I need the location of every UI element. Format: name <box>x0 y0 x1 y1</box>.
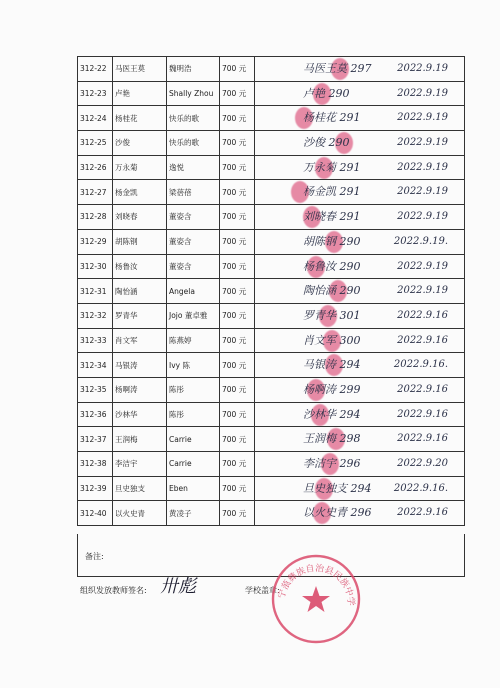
student-signature: 杨金凯 291 <box>303 185 361 199</box>
receipt-date: 2022.9.20 <box>397 458 448 469</box>
amount: 700 元 <box>220 303 255 328</box>
student-signature: 杨啊涛 299 <box>303 382 361 396</box>
signature-cell <box>255 427 465 452</box>
amount: 700 元 <box>220 254 255 279</box>
student-name: 万永菊 <box>113 155 167 180</box>
donor-name: 董姿含 <box>167 229 220 254</box>
receipt-date: 2022.9.16 <box>397 309 448 321</box>
donor-name: 董姿含 <box>167 205 220 230</box>
amount: 700 元 <box>220 377 255 402</box>
signature-cell <box>255 303 465 328</box>
signature-cell <box>255 501 465 526</box>
amount: 700 元 <box>220 180 255 205</box>
student-name: 肖文军 <box>113 328 167 353</box>
student-number: 312-37 <box>78 427 113 452</box>
teacher-signature-label: 组织发放教师签名: <box>80 586 147 595</box>
signature-cell <box>255 377 465 402</box>
receipt-date: 2022.9.16 <box>397 334 448 346</box>
amount: 700 元 <box>220 402 255 427</box>
student-number: 312-24 <box>78 106 113 131</box>
donor-name: Jojo 董卓雅 <box>167 303 220 328</box>
student-name: 刘晓春 <box>113 205 167 230</box>
student-number: 312-34 <box>78 353 113 378</box>
receipt-date: 2022.9.19. <box>393 235 448 247</box>
student-number: 312-33 <box>78 328 113 353</box>
table-row <box>78 476 465 501</box>
signature-cell <box>255 229 465 254</box>
donor-name: 快乐的歌 <box>167 131 220 156</box>
student-name: 沙俊 <box>113 131 167 156</box>
student-number: 312-39 <box>78 476 113 501</box>
signature-cell <box>255 254 465 279</box>
student-number: 312-29 <box>78 229 113 254</box>
student-signature: 杨鲁汝 290 <box>303 259 361 273</box>
student-signature: 王润梅 298 <box>303 432 361 446</box>
student-signature: 胡陈钢 290 <box>303 234 361 248</box>
receipt-date: 2022.9.19 <box>397 137 448 149</box>
signature-cell <box>255 402 465 427</box>
amount: 700 元 <box>220 427 255 452</box>
receipt-date: 2022.9.16 <box>397 408 448 420</box>
student-name: 王润梅 <box>113 427 167 452</box>
student-number: 312-38 <box>78 452 113 477</box>
table-row <box>78 180 465 205</box>
table-row <box>78 81 465 106</box>
seal-text: 宁蒗彝族自治县民族中学 <box>277 563 356 607</box>
student-signature: 以火史青 296 <box>303 506 372 520</box>
signature-cell <box>255 328 465 353</box>
amount: 700 元 <box>220 476 255 501</box>
student-name: 马医王莫 <box>113 57 167 82</box>
amount: 700 元 <box>220 328 255 353</box>
table-row <box>78 205 465 230</box>
table-row <box>78 106 465 131</box>
teacher-signature: 卅彪 <box>160 576 196 597</box>
table-row <box>78 279 465 304</box>
table-row <box>78 427 465 452</box>
student-number: 312-27 <box>78 180 113 205</box>
donor-name: 魏明浩 <box>167 57 220 82</box>
receipt-date: 2022.9.16 <box>397 507 448 519</box>
table-row <box>78 402 465 427</box>
student-number: 312-40 <box>78 501 113 526</box>
signature-cell <box>255 57 465 82</box>
donor-name: 陈彤 <box>167 377 220 402</box>
student-name: 胡陈钢 <box>113 229 167 254</box>
donor-name: Eben <box>167 476 220 501</box>
signature-cell <box>255 279 465 304</box>
student-signature: 沙林华 294 <box>303 407 361 421</box>
student-name: 沙林华 <box>113 402 167 427</box>
table-row <box>78 254 465 279</box>
student-name: 杨金凯 <box>113 180 167 205</box>
donor-name: Carrie <box>167 427 220 452</box>
table-body <box>78 57 465 526</box>
donor-name: 逸悦 <box>167 155 220 180</box>
amount: 700 元 <box>220 155 255 180</box>
student-number: 312-32 <box>78 303 113 328</box>
receipt-date: 2022.9.19 <box>397 285 448 297</box>
disbursement-table <box>77 56 465 526</box>
amount: 700 元 <box>220 57 255 82</box>
table-row <box>78 57 465 82</box>
receipt-date: 2022.9.19 <box>397 260 448 272</box>
signature-cell <box>255 106 465 131</box>
donor-name: Ivy 陈 <box>167 353 220 378</box>
table-row <box>78 501 465 526</box>
student-name: 杨鲁汝 <box>113 254 167 279</box>
signature-cell <box>255 155 465 180</box>
receipt-date: 2022.9.19 <box>397 87 448 99</box>
receipt-date: 2022.9.19 <box>397 211 448 223</box>
amount: 700 元 <box>220 229 255 254</box>
table-row <box>78 131 465 156</box>
student-name: 马银涛 <box>113 353 167 378</box>
student-signature: 卢艳 290 <box>303 86 350 100</box>
table-row <box>78 303 465 328</box>
table-row <box>78 229 465 254</box>
student-signature: 旦史独支 294 <box>303 481 372 495</box>
student-name: 以火史青 <box>113 501 167 526</box>
amount: 700 元 <box>220 501 255 526</box>
table-row <box>78 377 465 402</box>
amount: 700 元 <box>220 81 255 106</box>
amount: 700 元 <box>220 353 255 378</box>
donor-name: 陈燕婷 <box>167 328 220 353</box>
signature-cell <box>255 180 465 205</box>
student-signature: 陶怡涵 290 <box>303 284 361 298</box>
school-seal <box>270 553 362 645</box>
student-number: 312-22 <box>78 57 113 82</box>
student-name: 杨啊涛 <box>113 377 167 402</box>
receipt-date: 2022.9.16. <box>393 359 448 371</box>
amount: 700 元 <box>220 205 255 230</box>
student-number: 312-30 <box>78 254 113 279</box>
student-number: 312-28 <box>78 205 113 230</box>
signature-cell <box>255 476 465 501</box>
star-icon <box>302 586 330 612</box>
student-number: 312-31 <box>78 279 113 304</box>
receipt-date: 2022.9.19 <box>397 112 448 124</box>
student-signature: 肖文军 300 <box>303 333 361 347</box>
student-number: 312-25 <box>78 131 113 156</box>
receipt-date: 2022.9.16 <box>397 433 448 445</box>
donor-name: 快乐的歌 <box>167 106 220 131</box>
signature-cell <box>255 81 465 106</box>
receipt-date: 2022.9.19 <box>397 161 448 173</box>
table-row <box>78 155 465 180</box>
amount: 700 元 <box>220 279 255 304</box>
amount: 700 元 <box>220 106 255 131</box>
receipt-date: 2022.9.19 <box>397 63 448 74</box>
amount: 700 元 <box>220 452 255 477</box>
donor-name: Carrie <box>167 452 220 477</box>
student-signature: 马银涛 294 <box>303 358 361 372</box>
student-number: 312-26 <box>78 155 113 180</box>
notes-label: 备注: <box>85 552 104 561</box>
student-name: 杨桂花 <box>113 106 167 131</box>
student-name: 旦史独支 <box>113 476 167 501</box>
donor-name: 黄凌子 <box>167 501 220 526</box>
donor-name: Shally Zhou <box>167 81 220 106</box>
signature-cell <box>255 452 465 477</box>
student-name: 罗青华 <box>113 303 167 328</box>
donor-name: 董姿含 <box>167 254 220 279</box>
student-signature: 杨桂花 291 <box>303 111 361 125</box>
student-signature: 李洁宇 296 <box>303 457 361 470</box>
table-row <box>78 452 465 477</box>
student-signature: 马医王莫 297 <box>303 62 372 75</box>
student-name: 卢艳 <box>113 81 167 106</box>
amount: 700 元 <box>220 131 255 156</box>
donor-name: 陈彤 <box>167 402 220 427</box>
signature-cell <box>255 205 465 230</box>
donor-name: Angela <box>167 279 220 304</box>
donor-name: 梁蓓蓓 <box>167 180 220 205</box>
signature-cell <box>255 353 465 378</box>
signature-cell <box>255 131 465 156</box>
receipt-date: 2022.9.19 <box>397 186 448 198</box>
student-number: 312-36 <box>78 402 113 427</box>
school-seal-label: 学校盖章: <box>245 586 280 595</box>
student-signature: 沙俊 290 <box>303 136 350 150</box>
student-signature: 万永菊 291 <box>303 160 361 174</box>
student-name: 李洁宇 <box>113 452 167 477</box>
table-row <box>78 328 465 353</box>
student-signature: 罗青华 301 <box>303 308 361 322</box>
receipt-date: 2022.9.16 <box>397 383 448 395</box>
student-name: 陶怡涵 <box>113 279 167 304</box>
table-row <box>78 353 465 378</box>
student-number: 312-23 <box>78 81 113 106</box>
student-signature: 刘晓春 291 <box>303 210 361 224</box>
receipt-date: 2022.9.16. <box>393 482 448 494</box>
student-number: 312-35 <box>78 377 113 402</box>
